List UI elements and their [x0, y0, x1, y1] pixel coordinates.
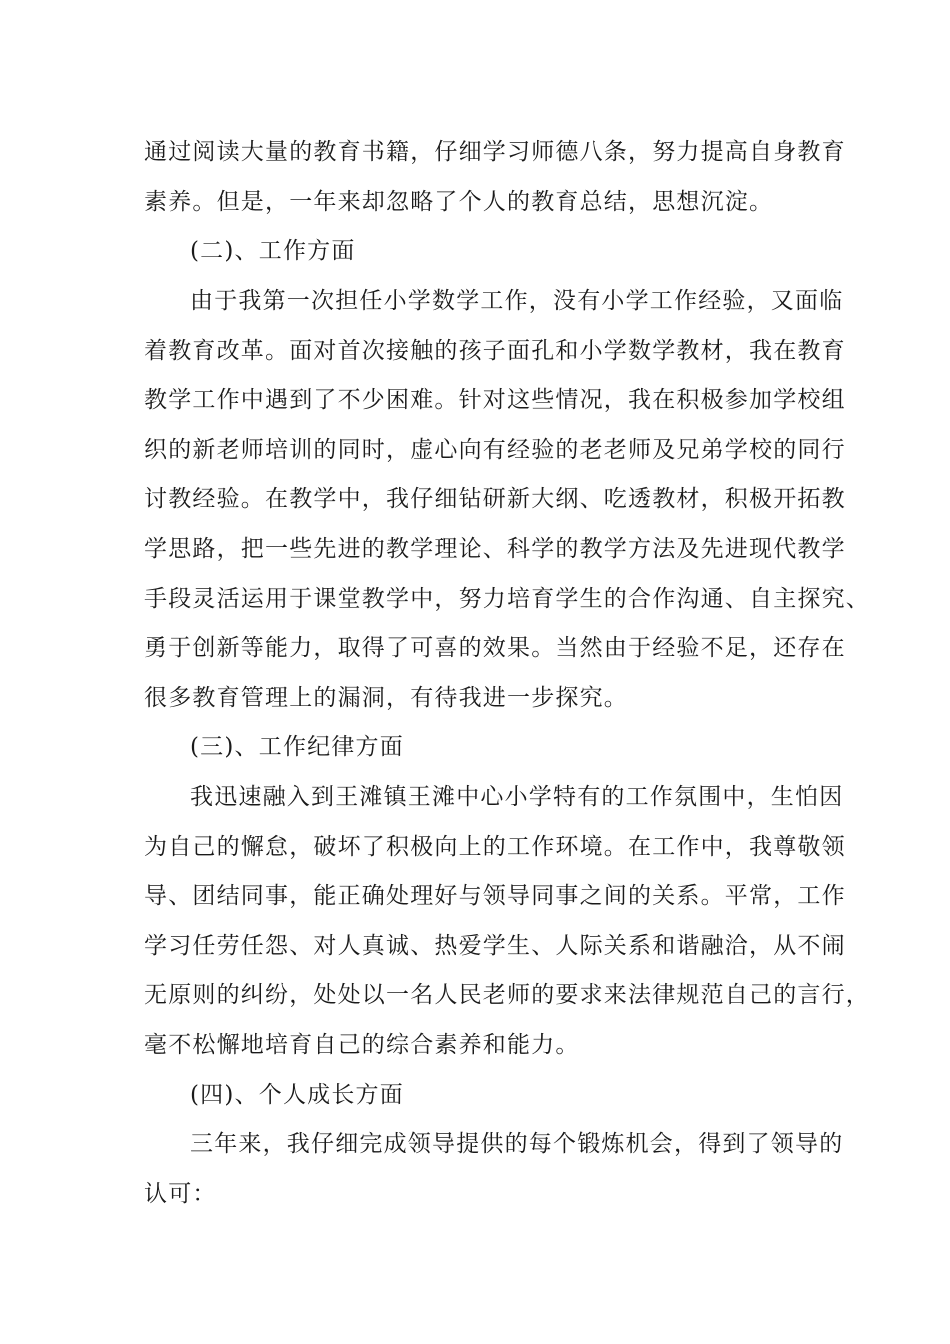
paragraph-line: 毫不松懈地培育自己的综合素养和能力。 [144, 1032, 580, 1058]
section-heading-discipline: (三)、工作纪律方面 [190, 734, 404, 760]
paragraph-line: 无原则的纠纷，处处以一名人民老师的要求来法律规范自己的言行， [144, 982, 870, 1008]
paragraph-line: 学习任劳任怨、对人真诚、热爱学生、人际关系和谐融洽，从不闹 [144, 933, 846, 959]
paragraph-line: 通过阅读大量的教育书籍，仔细学习师德八条，努力提高自身教育 [144, 139, 846, 165]
paragraph-line: 我迅速融入到王滩镇王滩中心小学特有的工作氛围中，生怕因 [190, 784, 844, 810]
paragraph-line: 织的新老师培训的同时，虚心向有经验的老老师及兄弟学校的同行 [144, 437, 846, 463]
paragraph-line: 勇于创新等能力，取得了可喜的效果。当然由于经验不足，还存在 [144, 635, 846, 661]
section-heading-growth: (四)、个人成长方面 [190, 1082, 404, 1108]
paragraph-line: 由于我第一次担任小学数学工作，没有小学工作经验，又面临 [190, 288, 844, 314]
section-heading-work: (二)、工作方面 [190, 238, 356, 264]
paragraph-line: 导、团结同事，能正确处理好与领导同事之间的关系。平常，工作 [144, 883, 846, 909]
paragraph-line: 素养。但是，一年来却忽略了个人的教育总结，思想沉淀。 [144, 189, 774, 215]
paragraph-line: 教学工作中遇到了不少困难。针对这些情况，我在积极参加学校组 [144, 387, 846, 413]
paragraph-line: 三年来，我仔细完成领导提供的每个锻炼机会，得到了领导的 [190, 1131, 844, 1157]
paragraph-line: 很多教育管理上的漏洞，有待我进一步探究。 [144, 685, 628, 711]
paragraph-line: 讨教经验。在教学中，我仔细钻研新大纲、吃透教材，积极开拓教 [144, 486, 846, 512]
paragraph-line: 为自己的懈怠，破坏了积极向上的工作环境。在工作中，我尊敬领 [144, 834, 846, 860]
paragraph-line: 手段灵活运用于课堂教学中，努力培育学生的合作沟通、自主探究、 [144, 586, 870, 612]
paragraph-line: 学思路，把一些先进的教学理论、科学的教学方法及先进现代教学 [144, 536, 846, 562]
paragraph-line: 着教育改革。面对首次接触的孩子面孔和小学数学教材，我在教育 [144, 338, 846, 364]
paragraph-line: 认可： [144, 1181, 217, 1207]
